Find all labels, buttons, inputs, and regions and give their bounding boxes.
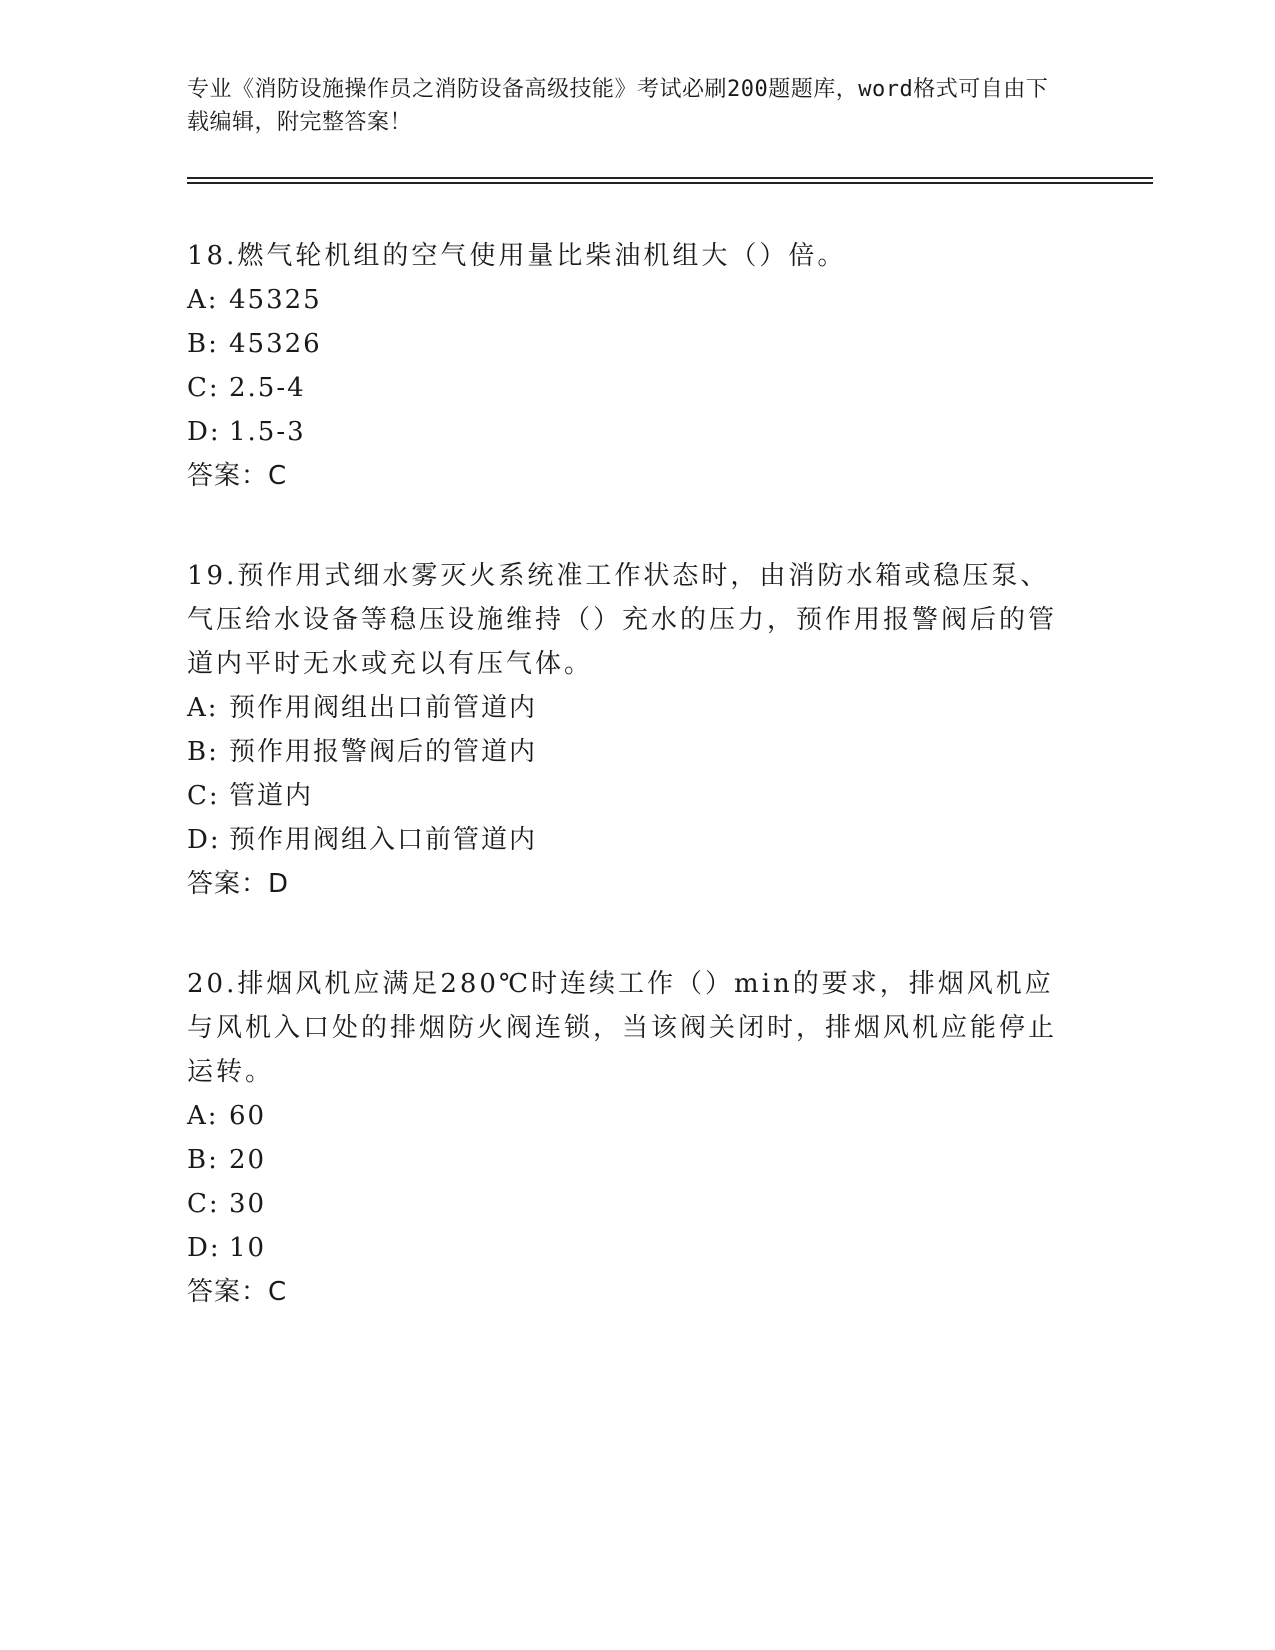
option-text: 预作用阀组入口前管道内 xyxy=(229,825,538,855)
option-text: 30 xyxy=(229,1189,267,1219)
header-divider-bottom xyxy=(187,182,1153,184)
option-label: A: xyxy=(187,1101,219,1131)
option-label: A: xyxy=(187,285,219,315)
header-divider-top xyxy=(187,177,1153,179)
question-stem: 19.预作用式细水雾灭火系统准工作状态时，由消防水箱或稳压泵、气压给水设备等稳压设施维持（）充水的压力，预作用报警阀后的管道内平时无水或充以有压气体。 xyxy=(187,561,1058,679)
question-18 xyxy=(187,234,1067,498)
option-d xyxy=(187,410,1067,454)
option-c xyxy=(187,774,1067,818)
option-d xyxy=(187,818,1067,862)
document-header: 专业《消防设施操作员之消防设备高级技能》考试必刷200题题库，word格式可自由下载编辑，附完整答案！ xyxy=(187,77,1049,135)
option-label: A: xyxy=(187,693,219,723)
option-label: C: xyxy=(187,373,220,403)
option-b xyxy=(187,730,1067,774)
option-text: 45326 xyxy=(229,329,322,359)
option-text: 20 xyxy=(229,1145,267,1175)
answer: 答案：C xyxy=(187,1277,288,1307)
option-c xyxy=(187,366,1067,410)
option-b xyxy=(187,1138,1067,1182)
option-label: D: xyxy=(187,417,221,447)
option-label: C: xyxy=(187,1189,220,1219)
option-text: 1.5-3 xyxy=(229,417,306,447)
option-text: 10 xyxy=(229,1233,267,1263)
option-a xyxy=(187,1094,1067,1138)
option-label: B: xyxy=(187,737,219,767)
answer: 答案：C xyxy=(187,461,288,491)
question-20 xyxy=(187,962,1067,1314)
option-a xyxy=(187,686,1067,730)
option-label: C: xyxy=(187,781,220,811)
option-c xyxy=(187,1182,1067,1226)
option-label: B: xyxy=(187,329,219,359)
question-stem: 18.燃气轮机组的空气使用量比柴油机组大（）倍。 xyxy=(187,241,847,271)
option-label: B: xyxy=(187,1145,219,1175)
question-stem: 20.排烟风机应满足280℃时连续工作（）min的要求，排烟风机应与风机入口处的排烟防火阀连锁，当该阀关闭时，排烟风机应能停止运转。 xyxy=(187,969,1058,1087)
option-label: D: xyxy=(187,825,221,855)
option-text: 2.5-4 xyxy=(229,373,306,403)
option-b xyxy=(187,322,1067,366)
option-a xyxy=(187,278,1067,322)
option-text: 预作用阀组出口前管道内 xyxy=(229,693,538,723)
option-text: 管道内 xyxy=(229,781,314,811)
option-text: 预作用报警阀后的管道内 xyxy=(229,737,538,767)
option-label: D: xyxy=(187,1233,221,1263)
option-d xyxy=(187,1226,1067,1270)
answer: 答案：D xyxy=(187,869,290,899)
option-text: 45325 xyxy=(229,285,322,315)
option-text: 60 xyxy=(229,1101,267,1131)
question-19 xyxy=(187,554,1067,906)
